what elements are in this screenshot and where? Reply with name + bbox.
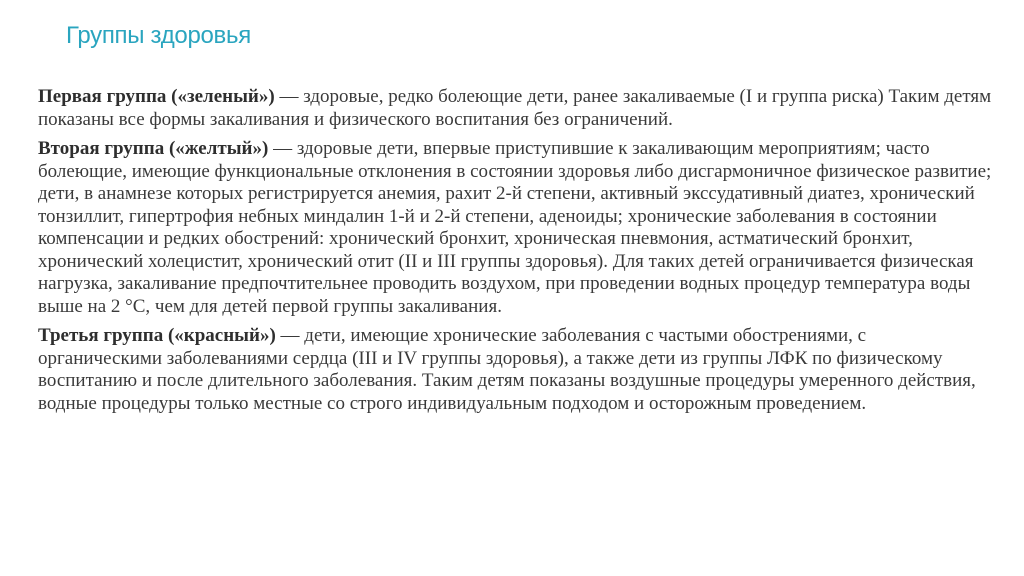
group-2-text: — здоровые дети, впервые приступившие к закаливающим мероприятиям; часто болеющие, имеющие функциональные отклонения в состоянии здоровья либо дисгармоничное физическое развитие; дети, в анамнезе которых регистрируется анемия, рахит 2-й степени, активный экссудативный диатез, хронический тонзиллит, гипертрофия небных миндалин 1-й и 2-й степени, аденоиды; хронические заболевания в состоянии компенсации и редких обострений: хронический бронхит, хроническая пневмония, астматический бронхит, хронический холецистит, хронический отит (II и III группы здоровья). Для таких детей ограничивается физическая нагрузка, закаливание предпочтительнее проводить воздухом, при проведении водных процедур температура воды выше на 2 °С, чем для детей первой группы закаливания. xyxy=(38,138,992,317)
group-3-text: — дети, имеющие хронические заболевания с частыми обострениями, с органическими заболеваниями сердца (III и IV группы здоровья), а также дети из группы ЛФК по физическому воспитанию и после длительного заболевания. Таким детям показаны воздушные процедуры умеренного действия, водные процедуры только местные со строго индивидуальным подходом и осторожным проведением. xyxy=(38,325,976,414)
group-1-heading: Первая группа («зеленый») xyxy=(38,86,275,107)
group-3-heading: Третья группа («красный») xyxy=(38,325,276,346)
group-1-text: — здоровые, редко болеющие дети, ранее закаливаемые (I и группа риска) Таким детям показаны все формы закаливания и физического воспитания без ограничений. xyxy=(38,86,992,130)
slide-title: Группы здоровья xyxy=(66,22,251,49)
slide-body xyxy=(38,86,994,422)
group-1-paragraph xyxy=(38,86,994,131)
group-3-paragraph xyxy=(38,325,994,415)
group-2-heading: Вторая группа («желтый») xyxy=(38,138,269,159)
group-2-paragraph xyxy=(38,138,994,318)
